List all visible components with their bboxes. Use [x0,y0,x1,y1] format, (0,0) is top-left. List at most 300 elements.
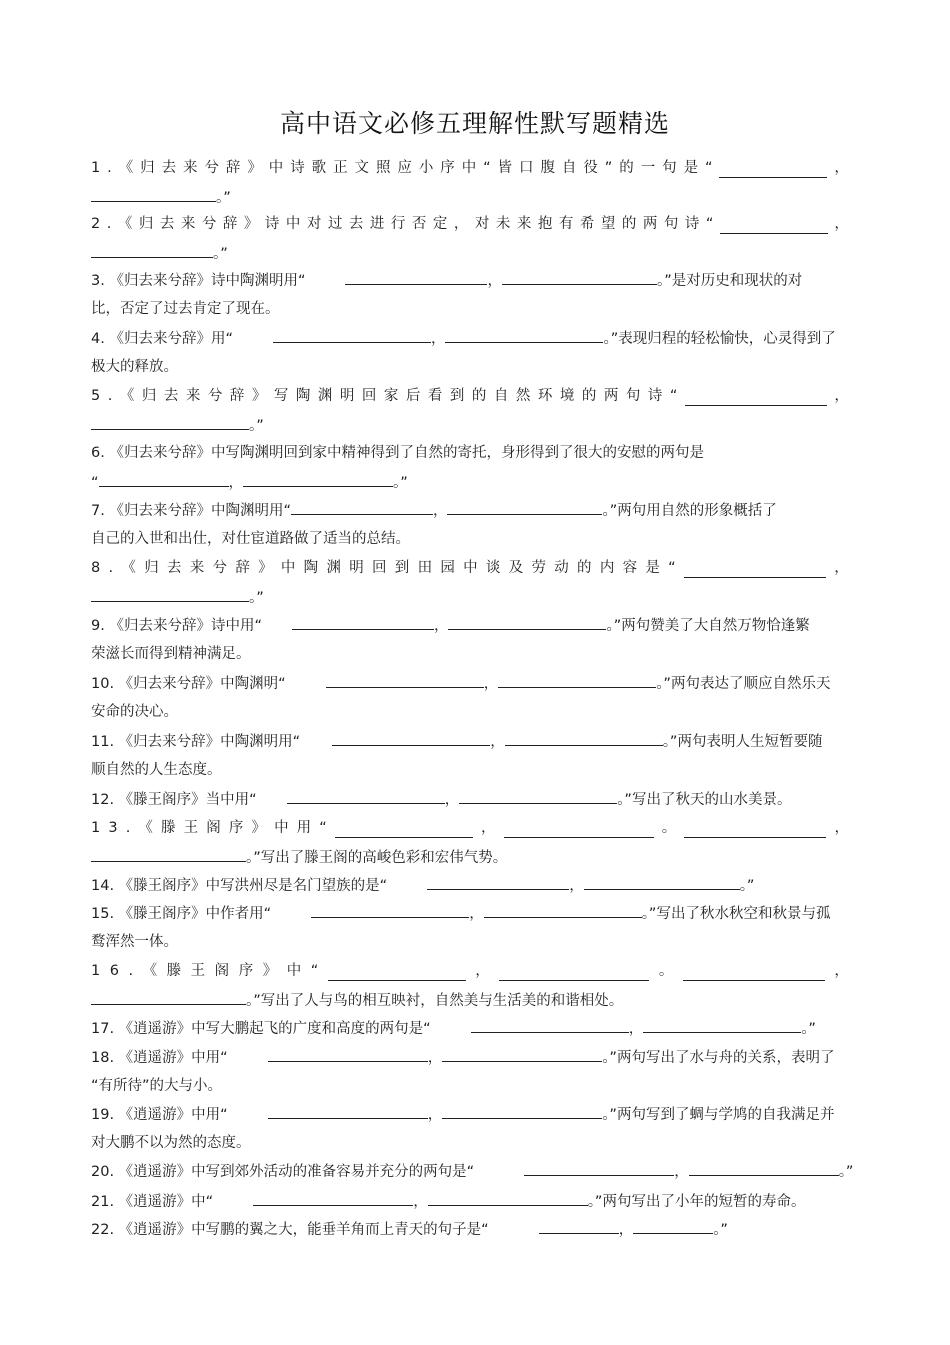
text-char: . [107,160,112,176]
text-char: 辞 [235,560,250,576]
text-char: 去 [159,216,175,232]
answer-blank[interactable] [504,823,654,838]
text-segment: 。”两句写出了水与舟的关系，表明了 [602,1050,835,1066]
text-segment: ， [432,503,448,519]
text-char: 中 [285,216,301,232]
text-segment: 顺自然的人生态度。 [91,762,222,778]
text-char: 》 [251,820,266,836]
text-char: 诗 [684,216,700,232]
question-line [91,961,849,981]
question-line [91,731,822,752]
text-segment: 。”两句表明人生短暂要随 [662,734,823,750]
text-char: 中 [274,820,289,836]
answer-blank[interactable] [91,187,216,202]
text-char: 田 [417,560,433,576]
answer-blank[interactable] [442,1104,602,1119]
question-line [91,443,704,463]
text-char: ， [834,388,849,404]
text-char: 归 [144,560,159,576]
answer-blank[interactable] [539,1219,619,1234]
question-line [91,818,849,838]
text-char: 序 [238,963,254,979]
text-char: 8 [91,560,101,576]
text-char: 的 [577,560,592,576]
question-line [91,1076,222,1096]
question-line [91,702,178,722]
text-char: 。 [661,820,677,836]
question-line [91,158,849,178]
text-char: 去 [163,388,179,404]
question-line [91,990,623,1011]
text-char: 滕 [166,963,182,979]
text-char: 两 [603,388,619,404]
text-char: ， [834,963,849,979]
text-segment: 19. 《逍遥游》中用“ [91,1107,228,1123]
text-char: 渊 [326,560,341,576]
text-segment: ， [427,1107,443,1123]
answer-blank[interactable] [273,328,431,343]
text-char: 滕 [161,820,176,836]
answer-blank[interactable] [99,472,229,487]
text-char: 归 [140,160,155,176]
text-char: 5 [91,388,101,404]
text-segment: 。” [249,418,264,434]
text-char: 后 [405,388,421,404]
text-char: 是 [683,160,699,176]
text-char: “ [669,388,678,404]
text-segment: 4. 《归去来兮辞》用“ [91,331,233,347]
text-segment: 。”表现归程的轻松愉快，心灵得到了 [603,331,836,347]
text-segment: 14. 《滕王阁序》中写洪州尽是名门望族的是“ [91,878,388,894]
question-line [91,187,231,208]
text-segment: “有所待”的大与小。 [91,1078,223,1094]
text-char: 1 [91,963,101,979]
answer-blank[interactable] [683,966,825,981]
text-char: 自 [493,388,509,404]
text-char: 中 [268,160,284,176]
text-segment: 21. 《逍遥游》中“ [91,1194,214,1210]
question-line [91,415,264,436]
text-segment: 7. 《归去来兮辞》中陶渊明用“ [91,503,291,519]
text-char: . [108,560,114,576]
text-segment: ， [433,618,449,634]
text-char: ， [834,160,849,176]
text-char: 《 [117,216,133,232]
answer-blank[interactable] [326,673,484,688]
text-char: 陶 [303,560,319,576]
text-char: 的 [471,388,487,404]
answer-blank[interactable] [684,563,826,578]
text-char: 谈 [485,560,501,576]
text-char: 兮 [201,216,217,232]
text-char: ， [834,560,849,576]
question-line [91,328,836,349]
answer-blank[interactable] [719,163,827,178]
answer-blank[interactable] [91,415,249,430]
question-line [91,875,754,896]
text-segment: ， [483,676,499,692]
answer-blank[interactable] [328,966,466,981]
text-char: “ [668,560,676,576]
text-segment: 。”两句写出了小年的短暂的寿命。 [587,1194,806,1210]
text-char: 口 [519,160,534,176]
answer-blank[interactable] [720,219,828,234]
answer-blank[interactable] [505,731,663,746]
text-char: 到 [394,560,410,576]
text-char: 家 [383,388,399,404]
text-char: . [107,388,113,404]
answer-blank[interactable] [524,1161,674,1176]
question-line [91,386,849,406]
question-line [91,615,810,636]
text-segment: 11. 《归去来兮辞》中陶渊明用“ [91,734,301,750]
answer-blank[interactable] [471,1018,629,1033]
answer-blank[interactable] [689,1161,839,1176]
text-char: 内 [599,560,615,576]
text-segment: ， [569,878,584,894]
text-char: 去 [161,160,177,176]
question-line [91,789,791,810]
question-line [91,214,849,234]
answer-blank[interactable] [685,391,827,406]
text-segment: ， [628,1021,644,1037]
text-char: 进 [369,216,385,232]
question-line [91,243,228,264]
text-char: 渊 [317,388,333,404]
question-line [91,270,802,291]
text-segment: ， [618,1222,634,1238]
text-char: 然 [515,388,531,404]
text-segment: ， [490,734,505,750]
text-char: 未 [495,216,511,232]
text-segment: 12. 《滕王阁序》当中用“ [91,792,257,808]
text-segment: 。”写出了秋天的山水美景。 [617,792,792,808]
text-char: 役 [583,160,598,176]
text-char: 句 [663,216,679,232]
text-segment: ， [487,273,502,289]
text-segment: 自己的入世和出仕，对仕宦道路做了适当的总结。 [91,531,410,547]
text-char: ， [481,820,496,836]
text-char: 对 [474,216,490,232]
document-title: 高中语文必修五理解性默写题精选 [279,109,670,138]
text-char: 希 [579,216,595,232]
text-char: 句 [662,160,677,176]
text-char: 对 [306,216,322,232]
text-char: ， [834,820,849,836]
text-char: 回 [372,560,387,576]
text-char: 辞 [229,388,245,404]
answer-blank[interactable] [268,1104,428,1119]
text-segment: ， [427,1050,443,1066]
text-char: 来 [516,216,532,232]
text-segment: ， [413,1194,428,1210]
text-char: 王 [183,820,199,836]
question-line [91,932,178,952]
text-char: “ [705,160,713,176]
answer-blank[interactable] [311,903,469,918]
text-char: 阁 [214,963,230,979]
text-char: 《 [121,560,136,576]
text-char: 歌 [311,160,327,176]
text-char: “ [483,160,491,176]
text-segment: 荣滋长而得到精神满足。 [91,646,251,662]
answer-blank[interactable] [502,270,657,285]
text-char: 1 [91,820,101,836]
text-char: 中 [280,560,296,576]
answer-blank[interactable] [684,823,826,838]
text-char: 》 [251,388,267,404]
answer-blank[interactable] [442,1047,602,1062]
question-line [91,760,222,780]
text-segment: 鹜浑然一体。 [91,934,178,950]
question-line [91,529,410,549]
text-char: 应 [397,160,412,176]
text-char: 照 [375,160,391,176]
text-char: 园 [440,560,455,576]
text-char: 自 [561,160,577,176]
text-char: . [125,820,131,836]
text-segment: 20. 《逍遥游》中写到郊外活动的准备容易并充分的两句是“ [91,1164,475,1180]
text-char: 及 [508,560,524,576]
text-char: 中 [463,560,478,576]
text-segment: 。” [713,1222,728,1238]
text-segment: 10. 《归去来兮辞》中陶渊明“ [91,676,286,692]
text-char: 《 [119,388,135,404]
text-segment: 极大的释放。 [91,359,178,375]
answer-blank[interactable] [484,903,642,918]
text-char: 过 [327,216,343,232]
text-segment: “ [91,475,99,491]
text-char: 劳 [531,560,546,576]
text-char: 两 [642,216,658,232]
text-char: 兮 [204,160,219,176]
text-char: 容 [622,560,638,576]
text-segment: 。”两句表达了顺应自然乐天 [656,676,831,692]
question-line [91,1191,805,1212]
answer-blank[interactable] [633,1219,713,1234]
question-line [91,847,507,868]
text-char: 归 [141,388,157,404]
text-segment: 18. 《逍遥游》中用“ [91,1050,228,1066]
text-segment: 15. 《滕王阁序》中作者用“ [91,906,272,922]
text-char: 来 [183,160,198,176]
text-char: 写 [273,388,289,404]
question-line [91,1104,834,1125]
text-char: 王 [190,963,206,979]
text-char: 动 [554,560,569,576]
answer-blank[interactable] [91,990,246,1005]
text-char: 。 [658,963,674,979]
answer-blank[interactable] [291,500,433,515]
question-line [91,1047,834,1068]
question-line [91,1018,816,1039]
text-segment: 。”两句用自然的形象概括了 [602,503,777,519]
text-char: 》 [247,160,262,176]
answer-blank[interactable] [292,615,434,630]
text-char: 辞 [225,160,241,176]
question-line [91,299,280,319]
text-char: 境 [559,388,575,404]
answer-blank[interactable] [91,243,213,258]
text-segment: 。”两句写到了蜩与学鸠的自我满足并 [602,1107,835,1123]
text-char: 兮 [207,388,223,404]
text-char: 1 [91,160,101,176]
text-char: 》 [243,216,259,232]
text-char: 一 [640,160,656,176]
text-segment: 。”写出了人与鸟的相互映衬，自然美与生活美的和谐相处。 [246,993,624,1009]
answer-blank[interactable] [448,615,606,630]
text-char: 的 [581,388,597,404]
text-char: . [106,216,112,232]
text-segment: 对大鹏不以为然的态度。 [91,1135,251,1151]
text-char: 去 [348,216,364,232]
text-char: 看 [427,388,443,404]
question-line [91,357,178,377]
text-char: 3 [108,820,118,836]
text-char: ， [834,216,849,232]
text-char: 的 [621,216,637,232]
text-segment: 。” [216,190,231,206]
question-line [91,644,251,664]
text-segment: 9. 《归去来兮辞》诗中用“ [91,618,262,634]
text-char: 腹 [540,160,555,176]
text-char: 中 [461,160,477,176]
text-segment: 。” [801,1021,816,1037]
text-char: 诗 [290,160,305,176]
answer-blank[interactable] [447,500,602,515]
text-segment: 。”写出了秋水秋空和秋景与孤 [641,906,831,922]
answer-blank[interactable] [643,1018,801,1033]
text-char: “ [705,216,714,232]
text-char: “ [319,820,327,836]
text-char: 到 [449,388,465,404]
text-char: 否 [411,216,427,232]
text-segment: 。” [213,246,228,262]
text-segment: 。”两句赞美了大自然万物恰逢繁 [606,618,810,634]
text-segment: 。” [739,878,755,894]
text-char: 小 [418,160,434,176]
text-char: ， [475,963,490,979]
question-line [91,1161,853,1182]
text-char: 《 [118,160,134,176]
answer-blank[interactable] [253,1191,413,1206]
answer-blank[interactable] [427,875,569,890]
answer-blank[interactable] [459,789,617,804]
answer-blank[interactable] [332,731,490,746]
text-char: 定 [432,216,448,232]
text-char: 句 [625,388,641,404]
text-char: 行 [390,216,406,232]
text-char: 诗 [647,388,663,404]
text-segment: 。” [249,590,264,606]
question-line [91,1219,728,1240]
text-char: 皆 [497,160,513,176]
text-char: 抱 [537,216,553,232]
text-segment: ， [674,1164,689,1180]
text-segment: ， [444,792,460,808]
text-char: 《 [138,820,153,836]
text-char: 有 [558,216,574,232]
text-segment: 22. 《逍遥游》中写鹏的翼之大，能垂羊角而上青天的句子是“ [91,1222,489,1238]
answer-blank[interactable] [428,1191,588,1206]
text-char: 陶 [295,388,311,404]
text-segment: 。” [838,1164,854,1180]
answer-blank[interactable] [287,789,445,804]
question-line [91,587,264,608]
answer-blank[interactable] [498,673,656,688]
text-char: 来 [185,388,201,404]
text-char: “ [310,963,319,979]
text-char: 兮 [212,560,228,576]
text-segment: ， [430,331,446,347]
question-line [91,500,777,521]
text-char: . [128,963,134,979]
answer-blank[interactable] [345,270,487,285]
text-char: 辞 [222,216,238,232]
text-char: 《 [142,963,158,979]
text-segment: 3. 《归去来兮辞》诗中陶渊明用“ [91,273,306,289]
text-char: 》 [262,963,278,979]
text-segment: 安命的决心。 [91,704,178,720]
text-char: 文 [354,160,370,176]
answer-blank[interactable] [243,472,393,487]
text-segment: 。” [393,475,408,491]
text-char: 序 [228,820,244,836]
text-segment: 。”写出了滕王阁的高峻色彩和宏伟气势。 [246,850,508,866]
answer-blank[interactable] [445,328,603,343]
question-line [91,472,408,493]
text-segment: 6. 《归去来兮辞》中写陶渊明回到家中精神得到了自然的寄托，身形得到了很大的安慰的两句是 [91,445,704,461]
question-line [91,558,849,578]
answer-blank[interactable] [91,847,246,862]
text-segment: 比，否定了过去肯定了现在。 [91,301,280,317]
text-char: 序 [440,160,455,176]
text-char: 望 [600,216,616,232]
text-char: 环 [537,388,553,404]
answer-blank[interactable] [91,587,249,602]
answer-blank[interactable] [499,966,649,981]
text-segment: ， [469,906,484,922]
text-char: 诗 [264,216,280,232]
text-char: 明 [349,560,364,576]
text-char: 6 [109,963,119,979]
text-char: ， [453,216,469,232]
text-char: 去 [166,560,182,576]
answer-blank[interactable] [584,875,740,890]
text-char: 阁 [206,820,221,836]
text-segment: ， [228,475,244,491]
question-line [91,903,830,924]
answer-blank[interactable] [335,823,473,838]
text-char: 正 [333,160,348,176]
text-segment: 17. 《逍遥游》中写大鹏起飞的广度和高度的两句是“ [91,1021,431,1037]
text-char: 中 [286,963,302,979]
text-char: 回 [361,388,377,404]
text-char: 来 [180,216,196,232]
answer-blank[interactable] [268,1047,428,1062]
text-char: 用 [296,820,312,836]
text-char: 归 [138,216,154,232]
text-char: 2 [91,216,101,232]
text-char: 》 [258,560,273,576]
text-char: ” [604,160,613,176]
text-char: 的 [619,160,634,176]
question-line [91,673,830,694]
text-char: 明 [339,388,355,404]
text-char: 来 [189,560,205,576]
text-char: 是 [645,560,660,576]
text-segment: 。”是对历史和现状的对 [656,273,803,289]
